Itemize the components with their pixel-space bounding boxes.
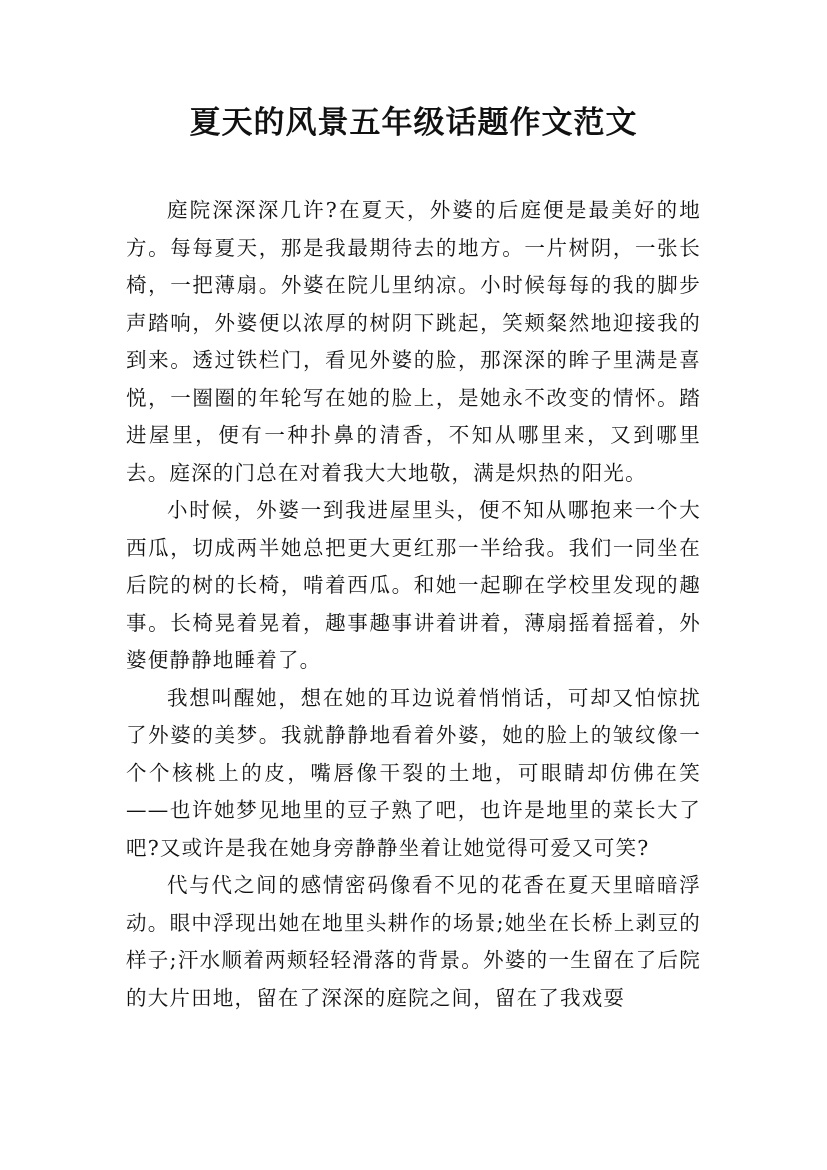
- paragraph-1: 庭院深深深几许?在夏天，外婆的后庭便是最美好的地方。每每夏天，那是我最期待去的地方。一片树阴，一张长椅，一把薄扇。外婆在院儿里纳凉。小时候每每的我的脚步声踏响，外婆便以浓厚的树阴下跳起，笑颊粲然地迎接我的到来。透过铁栏门，看见外婆的脸，那深深的眸子里满是喜悦，一圈圈的年轮写在她的脸上，是她永不改变的情怀。踏进屋里，便有一种扑鼻的清香，不知从哪里来，又到哪里去。庭深的门总在对着我大大地敬，满是炽热的阳光。: [126, 198, 701, 485]
- paragraph-3: 我想叫醒她，想在她的耳边说着悄悄话，可却又怕惊扰了外婆的美梦。我就静静地看着外婆，她的脸上的皱纹像一个个核桃上的皮，嘴唇像干裂的土地，可眼睛却仿佛在笑——也许她梦见地里的豆子熟了吧，也许是地里的菜长大了吧?又或许是我在她身旁静静坐着让她觉得可爱又可笑?: [126, 685, 701, 860]
- paragraph-4: 代与代之间的感情密码像看不见的花香在夏天里暗暗浮动。眼中浮现出她在地里头耕作的场景;她坐在长桥上剥豆的样子;汗水顺着两颊轻轻滑落的背景。外婆的一生留在了后院的大片田地，留在了深深的庭院之间，留在了我戏耍: [126, 873, 701, 1010]
- document-title: 夏天的风景五年级话题作文范文: [189, 105, 638, 141]
- paragraph-2: 小时候，外婆一到我进屋里头，便不知从哪抱来一个大西瓜，切成两半她总把更大更红那一半给我。我们一同坐在后院的树的长椅，啃着西瓜。和她一起聊在学校里发现的趣事。长椅晃着晃着，趣事趣事讲着讲着，薄扇摇着摇着，外婆便静静地睡着了。: [126, 498, 701, 672]
- document-body: [126, 192, 701, 1017]
